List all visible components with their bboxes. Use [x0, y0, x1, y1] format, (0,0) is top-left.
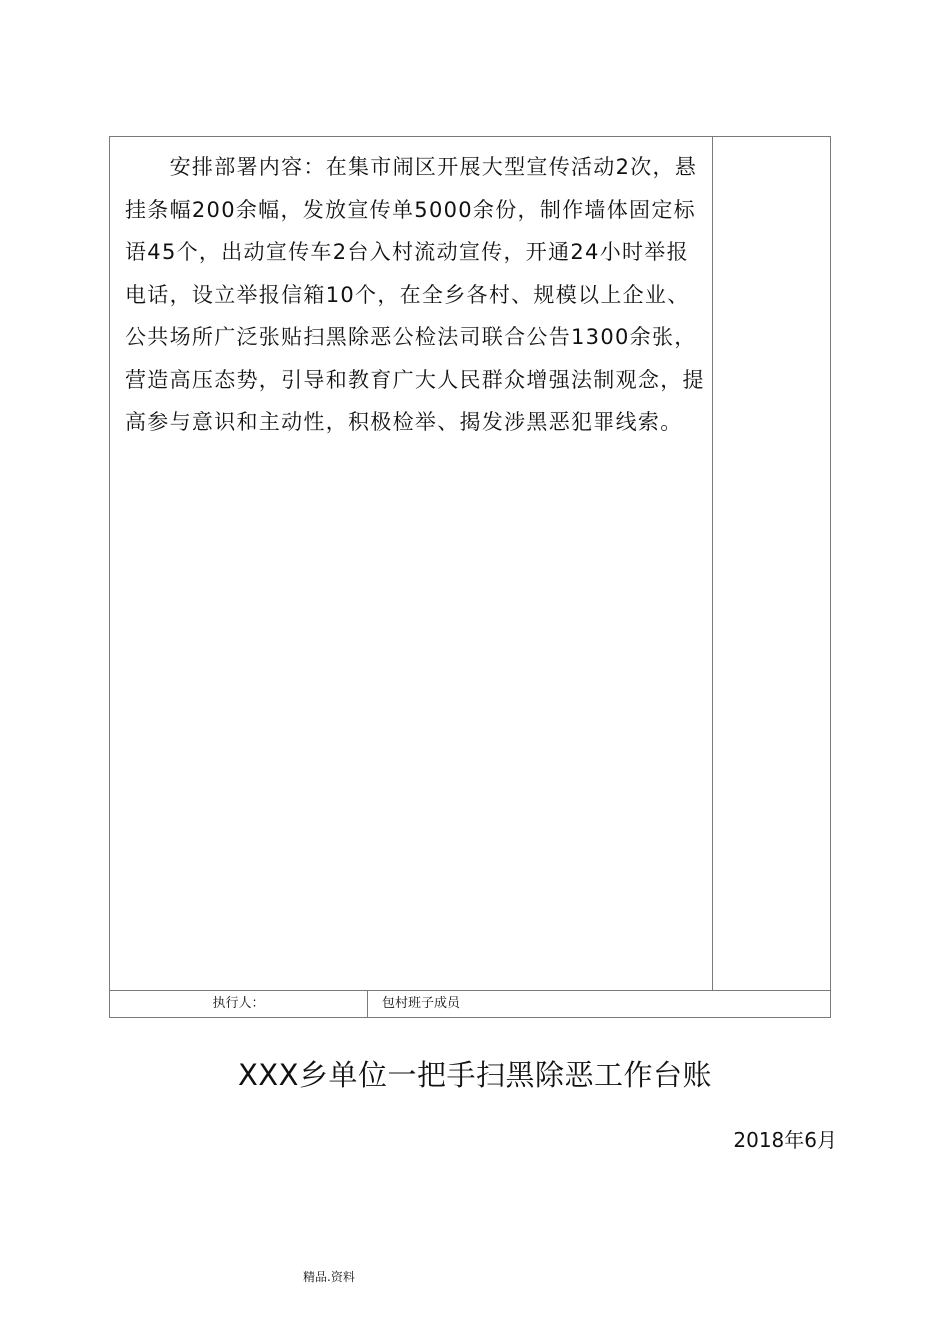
- side-cell: [713, 137, 830, 990]
- executor-label: 执行人：: [110, 991, 368, 1018]
- executor-row: [110, 990, 830, 1017]
- arrangement-content: 安排部署内容：在集市闹区开展大型宣传活动2次，悬挂条幅200余幅，发放宣传单5000余份，制作墙体固定标语45个，出动宣传车2台入村流动宣传，开通24小时举报电话，设立举报信箱10个，在全乡各村、规模以上企业、公共场所广泛张贴扫黑除恶公检法司联合公告1300余张，营造高压态势，引导和教育广大人民群众增强法制观念，提高参与意识和主动性，积极检举、揭发涉黑恶犯罪线索。: [125, 155, 705, 434]
- content-cell: [110, 137, 713, 990]
- document-date: 2018年6月: [733, 1128, 837, 1152]
- document-title: XXX乡单位一把手扫黑除恶工作台账: [237, 1058, 713, 1092]
- executor-value: 包村班子成员: [382, 996, 461, 1011]
- page-footer: 精品.资料: [303, 1270, 355, 1284]
- record-table: [109, 136, 831, 1018]
